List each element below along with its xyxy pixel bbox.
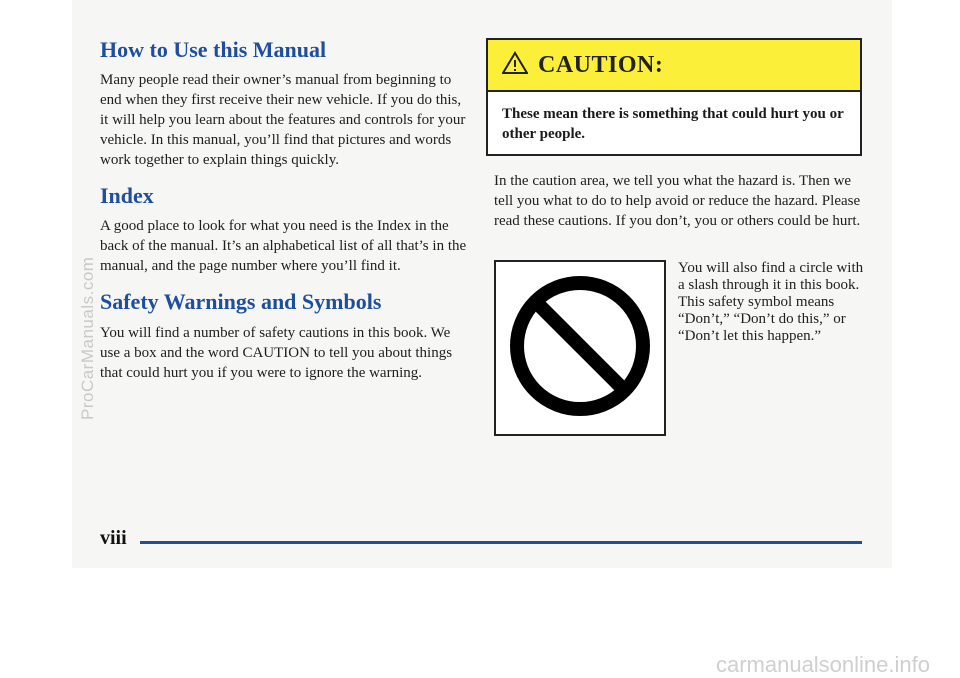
watermark-bottom: carmanualsonline.info: [715, 652, 930, 677]
prohibition-symbol-box: [494, 260, 666, 436]
warning-triangle-icon: [502, 51, 528, 80]
footer-rule: [140, 541, 862, 544]
paragraph-safety-warnings: You will find a number of safety cautions in this book. We use a box and the word CAUTION to tell you about things that could hurt you if you were to ignore the warning.: [100, 324, 453, 381]
page-number: viii: [100, 527, 127, 549]
left-column: [100, 38, 470, 383]
heading-index: Index: [100, 183, 154, 209]
caution-explanation: In the caution area, we tell you what the hazard is. Then we tell you what to do to help avoid or reduce the hazard. Please read these cautions. If you don’t, you or others could be hurt.: [494, 173, 861, 229]
heading-how-to-use: How to Use this Manual: [100, 37, 327, 62]
caution-box: [486, 38, 862, 156]
caution-header: [488, 40, 860, 92]
caution-body: These mean there is something that could hurt you or other people.: [502, 106, 844, 142]
paragraph-how-to-use: Many people read their owner’s manual from beginning to end when they first receive their new vehicle. If you do this, it will help you learn about the features and controls for your vehicle. In this manual, you’ll find that pictures and words work together to explain things quickly.: [100, 72, 466, 169]
symbol-explanation: You will also find a circle with a slash through it in this book. This safety symbol means “Don’t,” “Don’t do this,” or “Don’t let this happen.”: [678, 260, 864, 344]
caution-title: CAUTION:: [538, 51, 664, 78]
heading-safety-warnings: Safety Warnings and Symbols: [100, 289, 382, 315]
prohibition-circle-slash-icon: [505, 271, 655, 426]
watermark-side: ProCarManuals.com: [78, 256, 97, 420]
paragraph-index: A good place to look for what you need is the Index in the back of the manual. It’s an alphabetical list of all that’s in the manual, and the page number where you’ll find it.: [100, 218, 467, 275]
